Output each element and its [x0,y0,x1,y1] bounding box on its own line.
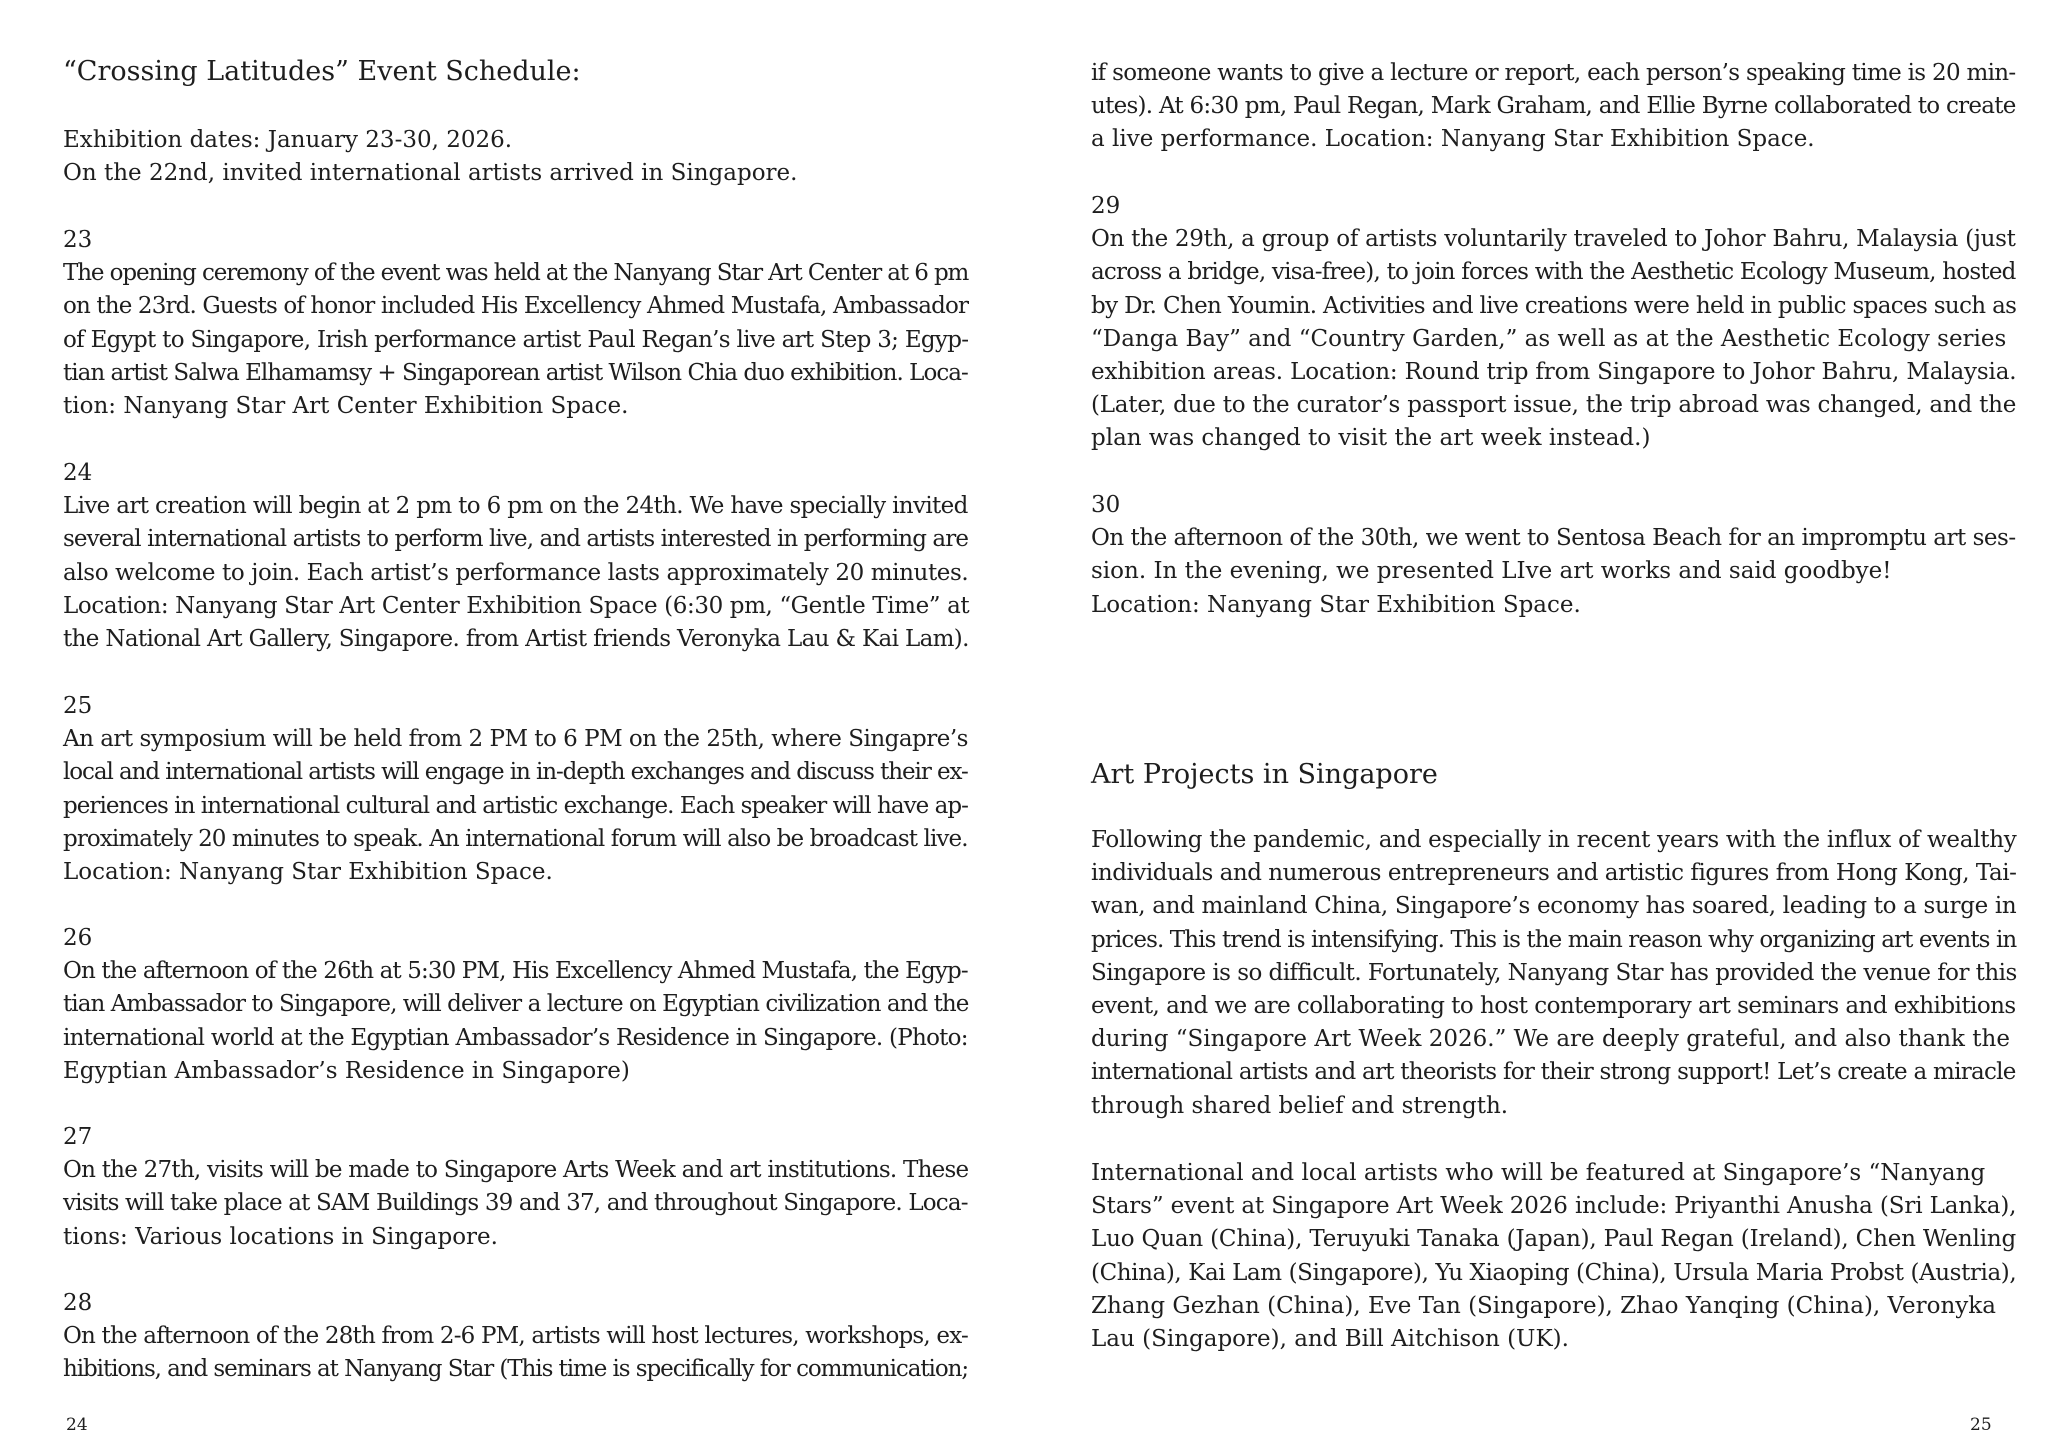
paragraph-line: Zhang Gezhan (China), Eve Tan (Singapore), Zhao Yanqing (China), Veronyka [1091,1292,1996,1319]
paragraph-line: (China), Kai Lam (Singapore), Yu Xiaoping (China), Ursula Maria Probst (Austria), [1091,1259,2017,1286]
paragraph-line: International and local artists who will be featured at Singapore’s “Nanyang [1091,1160,1986,1186]
art-projects-paragraph-2 [1091,1157,2016,1356]
paragraph-line: through shared belief and strength. [1091,1092,1509,1119]
entry-line: of Egypt to Singapore, Irish performance artist Paul Regan’s live art Step 3; Egyp- [63,326,969,353]
paragraph-line: during “Singapore Art Week 2026.” We are deeply grateful, and also thank the [1091,1026,2010,1053]
entry-day: 25 [63,693,93,719]
entry-line: Live art creation will begin at 2 pm to 6 pm on the 24th. We have specially invited [63,493,968,520]
paragraph-line: individuals and numerous entrepreneurs and artistic figures from Hong Kong, Tai- [1091,860,2017,887]
schedule-heading: “Crossing Latitudes” Event Schedule: [63,56,581,87]
intro-line: On the 22nd, invited international artists arrived in Singapore. [63,160,798,187]
entry-line: On the afternoon of the 30th, we went to Sentosa Beach for an impromptu art ses- [1091,525,2016,552]
entry-line: proximately 20 minutes to speak. An international forum will also be broadcast live. [63,825,968,852]
entry-line: The opening ceremony of the event was held at the Nanyang Star Art Center at 6 pm [63,260,969,287]
paragraph-line: international artists and art theorists for their strong support! Let’s create a miracle [1091,1059,2016,1086]
entry-line: Location: Nanyang Star Exhibition Space. [63,859,553,886]
entry-day: 29 [1091,193,1121,219]
entry-line: periences in international cultural and artistic exchange. Each speaker will have ap- [63,792,969,819]
left-page [63,0,968,1449]
intro-block [63,124,797,190]
right-page [1091,0,2016,1449]
schedule-entry-26 [63,922,968,1088]
entry-day: 24 [63,460,93,486]
continuation-line: utes). At 6:30 pm, Paul Regan, Mark Graham, and Ellie Byrne collaborated to create [1091,93,2016,120]
schedule-entry-28 [63,1287,968,1387]
paragraph-line: Lau (Singapore), and Bill Aitchison (UK). [1091,1326,1569,1353]
entry-line: visits will take place at SAM Buildings 39 and 37, and throughout Singapore. Loca- [63,1190,968,1217]
schedule-entry-29 [1091,190,2016,456]
entry-day: 30 [1091,492,1121,518]
page-number-right: 25 [1970,1415,1992,1435]
entry-line: “Danga Bay” and “Country Garden,” as well as at the Aesthetic Ecology series [1091,325,2007,352]
entry-line: Location: Nanyang Star Exhibition Space. [1091,591,1581,618]
entry-line: tian artist Salwa Elhamamsy + Singaporean artist Wilson Chia duo exhibition. Loca- [63,359,968,386]
page-number-left: 24 [66,1415,88,1435]
schedule-entry-24 [63,457,969,656]
continuation-block [1091,57,2016,157]
entry-line: tions: Various locations in Singapore. [63,1223,498,1250]
entry-day: 28 [63,1290,93,1316]
entry-line: hibitions, and seminars at Nanyang Star (This time is specifically for communication; [63,1356,969,1383]
entry-line: sion. In the evening, we presented LIve art works and said goodbye! [1091,558,1892,585]
schedule-entry-30 [1091,489,2016,622]
paragraph-line: wan, and mainland China, Singapore’s economy has soared, leading to a surge in [1091,893,2017,920]
entry-line: On the 27th, visits will be made to Singapore Arts Week and art institutions. These [63,1157,969,1184]
entry-line: exhibition areas. Location: Round trip from Singapore to Johor Bahru, Malaysia. [1091,359,2017,386]
paragraph-line: event, and we are collaborating to host contemporary art seminars and exhibitions [1091,993,2016,1020]
schedule-entry-25 [63,690,968,889]
entry-day: 23 [63,227,93,253]
entry-line: On the 29th, a group of artists voluntarily traveled to Johor Bahru, Malaysia (just [1091,226,2016,253]
entry-line: tian Ambassador to Singapore, will deliver a lecture on Egyptian civilization and the [63,991,969,1018]
entry-line: also welcome to join. Each artist’s performance lasts approximately 20 minutes. [63,559,969,586]
entry-day: 26 [63,925,93,951]
art-projects-heading: Art Projects in Singapore [1091,759,1438,790]
entry-line: across a bridge, visa-free), to join forces with the Aesthetic Ecology Museum, hosted [1091,259,2016,286]
paragraph-line: prices. This trend is intensifying. This is the main reason why organizing art events in [1091,926,2017,953]
art-projects-paragraph-1 [1091,824,2017,1123]
intro-line: Exhibition dates: January 23-30, 2026. [63,127,513,153]
entry-line: the National Art Gallery, Singapore. from Artist friends Veronyka Lau & Kai Lam). [63,626,969,653]
entry-line: by Dr. Chen Youmin. Activities and live creations were held in public spaces such as [1091,292,2017,319]
entry-line: international world at the Egyptian Ambassador’s Residence in Singapore. (Photo: [63,1024,968,1051]
entry-line: On the afternoon of the 26th at 5:30 PM, His Excellency Ahmed Mustafa, the Egyp- [63,958,968,985]
entry-line: plan was changed to visit the art week instead.) [1091,425,1651,452]
entry-line: Location: Nanyang Star Art Center Exhibition Space (6:30 pm, “Gentle Time” at [63,592,970,619]
entry-line: An art symposium will be held from 2 PM to 6 PM on the 25th, where Singapre’s [63,726,968,753]
continuation-line: if someone wants to give a lecture or report, each person’s speaking time is 20 min- [1091,60,2016,86]
schedule-entry-27 [63,1121,968,1254]
paragraph-line: Following the pandemic, and especially in recent years with the influx of wealthy [1091,827,2017,853]
entry-line: On the afternoon of the 28th from 2-6 PM, artists will host lectures, workshops, ex- [63,1323,968,1350]
paragraph-line: Singapore is so difficult. Fortunately, Nanyang Star has provided the venue for this [1091,959,2017,986]
entry-line: Egyptian Ambassador’s Residence in Singapore) [63,1057,630,1084]
paragraph-line: Stars” event at Singapore Art Week 2026 include: Priyanthi Anusha (Sri Lanka), [1091,1193,2017,1220]
entry-day: 27 [63,1124,93,1150]
schedule-entry-23 [63,224,968,423]
continuation-line: a live performance. Location: Nanyang Star Exhibition Space. [1091,126,1815,153]
entry-line: local and international artists will engage in in-depth exchanges and discuss their ex- [63,759,968,786]
entry-line: several international artists to perform live, and artists interested in performing are [63,526,969,553]
entry-line: on the 23rd. Guests of honor included His Excellency Ahmed Mustafa, Ambassador [63,293,969,320]
paragraph-line: Luo Quan (China), Teruyuki Tanaka (Japan), Paul Regan (Ireland), Chen Wenling [1091,1226,2017,1253]
entry-line: (Later, due to the curator’s passport issue, the trip abroad was changed, and the [1091,392,2017,419]
entry-line: tion: Nanyang Star Art Center Exhibition Space. [63,393,629,420]
